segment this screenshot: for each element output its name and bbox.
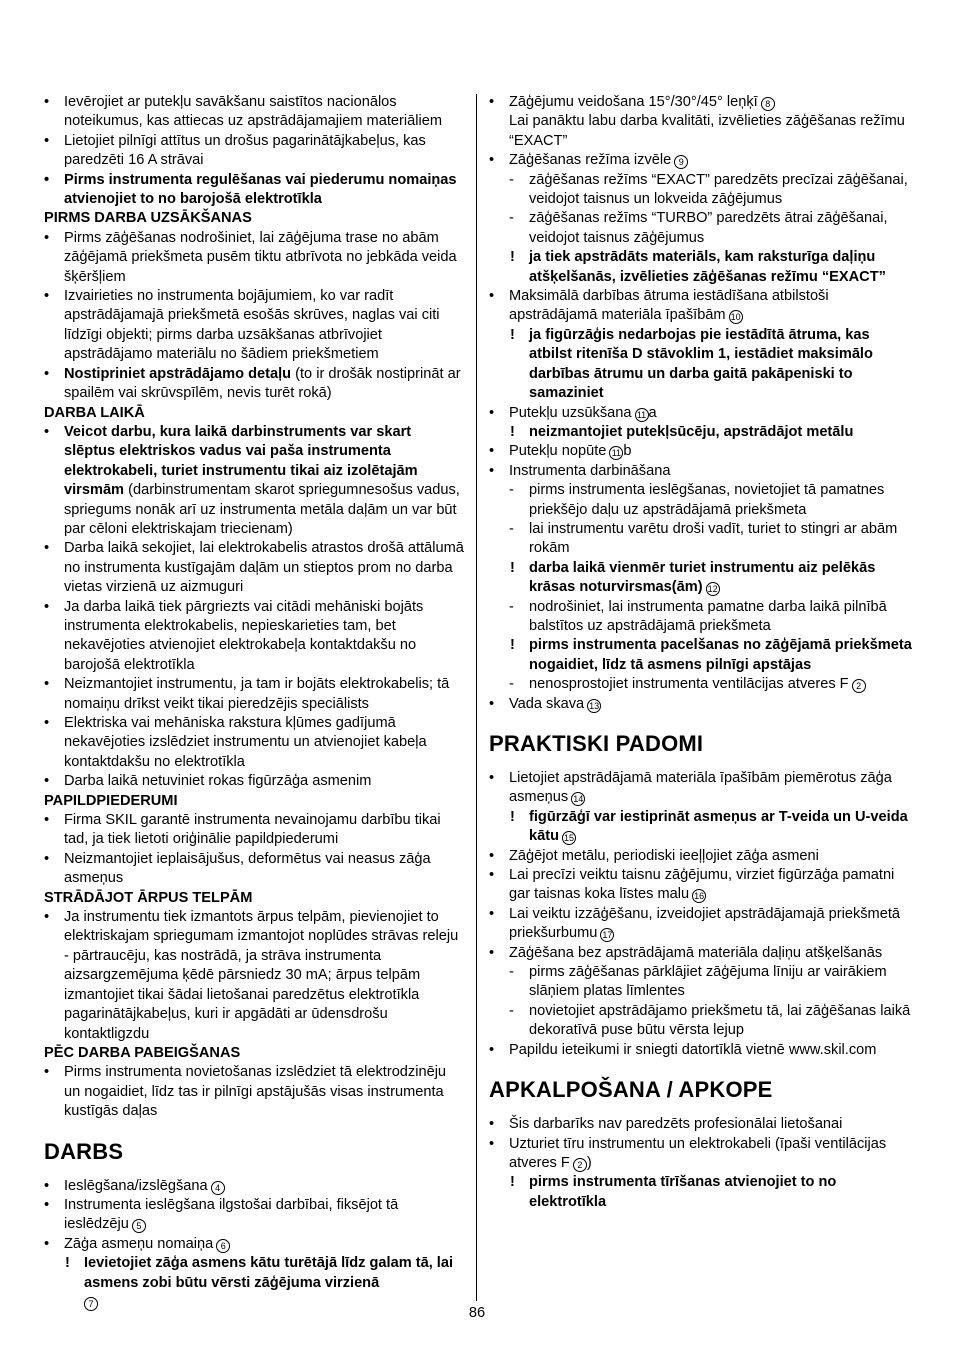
figure-ref-number: 2 xyxy=(852,679,866,693)
list-item: • Firma SKIL garantē instrumenta nevainojamu darbību tikai tad, ja tiek lietoti oriģinālie papildpiederumi xyxy=(44,811,466,850)
list-item: • Pirms zāģēšanas nodrošiniet, lai zāģējuma trase no abām zāģējamā priekšmeta pusēm tiktu atbrīvota no jebkāda veida šķēršļiem xyxy=(44,229,466,287)
figure-ref-number: 11 xyxy=(635,408,649,422)
figure-ref-number: 2 xyxy=(573,1158,587,1172)
figure-ref-number: 11 xyxy=(609,446,623,460)
section-title-tips: PRAKTISKI PADOMI xyxy=(489,731,704,756)
subheading-outdoors: STRĀDĀJOT ĀRPUS TELPĀM xyxy=(44,889,253,906)
right-column xyxy=(489,93,914,1212)
subheading-during-work: DARBA LAIKĀ xyxy=(44,404,145,421)
warning-item: ! neizmantojiet putekļsūcēju, apstrādājot metālu xyxy=(489,423,914,442)
list-item: • Ieslēgšana/izslēgšana 4 xyxy=(44,1177,466,1196)
spacer xyxy=(489,757,914,769)
dash-item: - pirms instrumenta ieslēgšanas, novietojiet tā pamatnes priekšējo daļu uz apstrādājamā priekšmeta xyxy=(489,481,914,520)
list-item: • Lai precīzi veiktu taisnu zāģējumu, virziet figūrzāģa pamatni gar taisnas koka līstes malu 16 xyxy=(489,866,914,905)
warning-item: ! ja tiek apstrādāts materiāls, kam raksturīga daļiņu atšķelšanās, izvēlieties zāģēšanas režīmu “EXACT” xyxy=(489,248,914,287)
dash-item: - lai instrumentu varētu droši vadīt, turiet to stingri ar abām rokām xyxy=(489,520,914,559)
dash-item: - novietojiet apstrādājamo priekšmetu tā, lai zāģēšanas laikā dekoratīvā puse būtu vērsta lejup xyxy=(489,1002,914,1041)
list-item: • Instrumenta ieslēgšana ilgstošai darbībai, fiksējot tā ieslēdzēju 5 xyxy=(44,1196,466,1235)
list-item: • Maksimālā darbības ātruma iestādīšana atbilstoši apstrādājamā materiāla īpašībām 10 xyxy=(489,287,914,326)
figure-ref-number: 10 xyxy=(730,312,741,323)
list-item: • Zāģēšana bez apstrādājamā materiāla daļiņu atšķelšanās xyxy=(489,944,914,963)
figure-ref-number: 12 xyxy=(707,584,718,595)
list-item: • Pirms instrumenta regulēšanas vai piederumu nomaiņas atvienojiet to no barojošā elektrotīkla xyxy=(44,171,466,210)
subheading-accessories: PAPILDPIEDERUMI xyxy=(44,792,178,809)
list-item: • Veicot darbu, kura laikā darbinstruments var skart slēptus elektriskos vadus vai paša instrumenta elektrokabeli, turiet instrumentu tikai aiz izolētajām virsmām (darbinstrumentam skarot spriegumnesošus vadus, spriegums nonāk arī uz instrumenta metāla daļām un var būt par cēloni elektriskajam triecienam) xyxy=(44,423,466,539)
dash-item: - pirms zāģēšanas pārklājiet zāģējuma līniju ar vairākiem slāņiem platas līmlentes xyxy=(489,963,914,1002)
figure-ref-number: 4 xyxy=(211,1181,225,1195)
list-item: • Darba laikā netuviniet rokas figūrzāģa asmenim xyxy=(44,772,466,791)
figure-ref-number: 15 xyxy=(564,833,575,844)
list-item: • Pirms instrumenta novietošanas izslēdziet tā elektrodzinēju un nogaidiet, līdz tas ir pilnīgi apstājušās visas instrumenta kustīgās daļas xyxy=(44,1063,466,1121)
spacer xyxy=(489,1103,914,1115)
warning-item: ! darba laikā vienmēr turiet instrumentu aiz pelēkās krāsas noturvirsmas(ām) 12 xyxy=(489,559,914,598)
list-item: • Lietojiet pilnīgi attītus un drošus pagarinātājkabeļus, kas paredzēti 16 A strāvai xyxy=(44,132,466,171)
paragraph: Lai panāktu labu darba kvalitāti, izvēlieties zāģēšanas režīmu “EXACT” xyxy=(509,113,905,149)
list-item: • Zāģēšanas režīma izvēle 9 xyxy=(489,151,914,170)
page-number: 86 xyxy=(468,1305,486,1321)
list-item: • Neizmantojiet instrumentu, ja tam ir bojāts elektrokabelis; tā nomaiņu drīkst veikt tikai pieredzējis speciālists xyxy=(44,675,466,714)
warning-item: ! Ievietojiet zāģa asmens kātu turētājā līdz galam tā, lai asmens zobi būtu vērsti zāģējuma virzienā 7 xyxy=(44,1254,466,1312)
dash-item: - zāģēšanas režīms “TURBO” paredzēts ātrai zāģēšanai, veidojot taisnus zāģējumus xyxy=(489,209,914,248)
subheading-before-work: PIRMS DARBA UZSĀKŠANAS xyxy=(44,210,252,227)
list-item: • Lai veiktu izzāģēšanu, izveidojiet apstrādājamajā priekšmetā priekšurbumu 17 xyxy=(489,905,914,944)
list-item: • Neizmantojiet ieplaisājušus, deformētus vai neasus zāģa asmeņus xyxy=(44,850,466,889)
figure-ref-number: 17 xyxy=(602,930,613,941)
figure-ref-number: 16 xyxy=(694,891,705,902)
list-item: • Darba laikā sekojiet, lai elektrokabelis atrastos drošā attālumā no instrumenta kustīgajām daļām un stieptos prom no darba vietas virzienā uz aizmuguri xyxy=(44,539,466,597)
warning-item: ! pirms instrumenta pacelšanas no zāģējamā priekšmeta nogaidiet, līdz tā asmens pilnīgi apstājas xyxy=(489,636,914,675)
dash-item: - nenosprostojiet instrumenta ventilācijas atveres F 2 xyxy=(489,675,914,694)
list-item: • Nostipriniet apstrādājamo detaļu (to ir drošāk nostiprināt ar spailēm vai skrūvspīlēm, nevis turēt rokā) xyxy=(44,365,466,404)
dash-item: - zāģēšanas režīms “EXACT” paredzēts precīzai zāģēšanai, veidojot taisnus un lokveida zāģējumus xyxy=(489,171,914,210)
list-item: • Instrumenta darbināšana xyxy=(489,462,914,481)
list-item: • Lietojiet apstrādājamā materiāla īpašībām piemērotus zāģa asmeņus 14 xyxy=(489,769,914,808)
list-item: • Zāģa asmeņu nomaiņa 6 xyxy=(44,1235,466,1254)
dash-item: - nodrošiniet, lai instrumenta pamatne darba laikā pilnībā balstītos uz apstrādājamā priekšmeta xyxy=(489,598,914,637)
list-item: • Vada skava 13 xyxy=(489,695,914,714)
spacer xyxy=(489,714,914,731)
spacer xyxy=(44,1165,466,1177)
list-item: • Zāģējot metālu, periodiski ieeļļojiet zāģa asmeni xyxy=(489,847,914,866)
list-item: • Papildu ieteikumi ir sniegti datortīklā vietnē www.skil.com xyxy=(489,1041,914,1060)
figure-ref-number: 7 xyxy=(84,1297,98,1311)
section-title-darbs: DARBS xyxy=(44,1138,124,1164)
warning-item: ! pirms instrumenta tīrīšanas atvienojiet to no elektrotīkla xyxy=(489,1173,914,1212)
list-item: • Ja instrumentu tiek izmantots ārpus telpām, pievienojiet to elektriskajam spriegumam izmantojot noplūdes strāvas releju - pārtraucēju, kas nostrādā, ja strāva instrumenta aizsargzemējuma ķēdē pārsniedz 30 mA; ārpus telpām izmantojiet tikai šādai lietošanai paredzētus elektrotīkla pagarinātājkabeļus, kuri ir apgādāti ar ūdensdrošu kontaktligzdu xyxy=(44,908,466,1044)
warning-item: ! figūrzāģī var iestiprināt asmeņus ar T-veida un U-veida kātu 15 xyxy=(489,808,914,847)
list-item: • Putekļu uzsūkšana 11 a xyxy=(489,404,914,423)
list-item: • Izvairieties no instrumenta bojājumiem, ko var radīt apstrādājamajā priekšmetā esošās skrūves, naglas vai citi līdzīgi objekti; pirms darba uzsākšanas atbrīvojiet apstrādājamo materiālu no šādiem priekšmetiem xyxy=(44,287,466,365)
figure-ref-number: 14 xyxy=(573,794,584,805)
spacer xyxy=(489,1060,914,1077)
list-item: • Šis darbarīks nav paredzēts profesionālai lietošanai xyxy=(489,1115,914,1134)
list-item: • Uzturiet tīru instrumentu un elektrokabeli (īpaši ventilācijas atveres F 2 ) xyxy=(489,1135,914,1174)
subheading-after-work: PĒC DARBA PABEIGŠANAS xyxy=(44,1044,241,1061)
figure-ref-number: 6 xyxy=(216,1239,230,1253)
list-item: • Elektriska vai mehāniska rakstura kļūmes gadījumā nekavējoties izslēdziet instrumentu un atvienojiet kabeļa kontaktdakšu no elektrotīkla xyxy=(44,714,466,772)
warning-item: ! ja figūrzāģis nedarbojas pie iestādītā ātruma, kas atbilst ritenīša D stāvoklim 1, iestādiet maksimālo darbības ātrumu un darba gaitā pakāpeniski to samaziniet xyxy=(489,326,914,404)
spacer xyxy=(44,1122,466,1139)
figure-ref-number: 8 xyxy=(761,97,775,111)
list-item: • Ja darba laikā tiek pārgriezts vai citādi mehāniski bojāts instrumenta elektrokabelis, nepieskarieties tam, bet nekavējoties atvienojiet elektrokabeļa kontaktdakšu no barojošā elektrotīkla xyxy=(44,598,466,676)
figure-ref-number: 13 xyxy=(589,700,600,711)
column-divider xyxy=(476,94,477,1301)
left-column xyxy=(44,93,466,1312)
list-item: • Putekļu nopūte 11 b xyxy=(489,442,914,461)
figure-ref-number: 5 xyxy=(132,1219,146,1233)
section-title-maintenance: APKALPOŠANA / APKOPE xyxy=(489,1077,773,1103)
list-item: • Ievērojiet ar putekļu savākšanu saistītos nacionālos noteikumus, kas attiecas uz apstrādājamajiem materiāliem xyxy=(44,93,466,132)
figure-ref-number: 9 xyxy=(674,155,688,169)
list-item: • Zāģējumu veidošana 15°/30°/45° leņķī 8 xyxy=(489,93,914,112)
